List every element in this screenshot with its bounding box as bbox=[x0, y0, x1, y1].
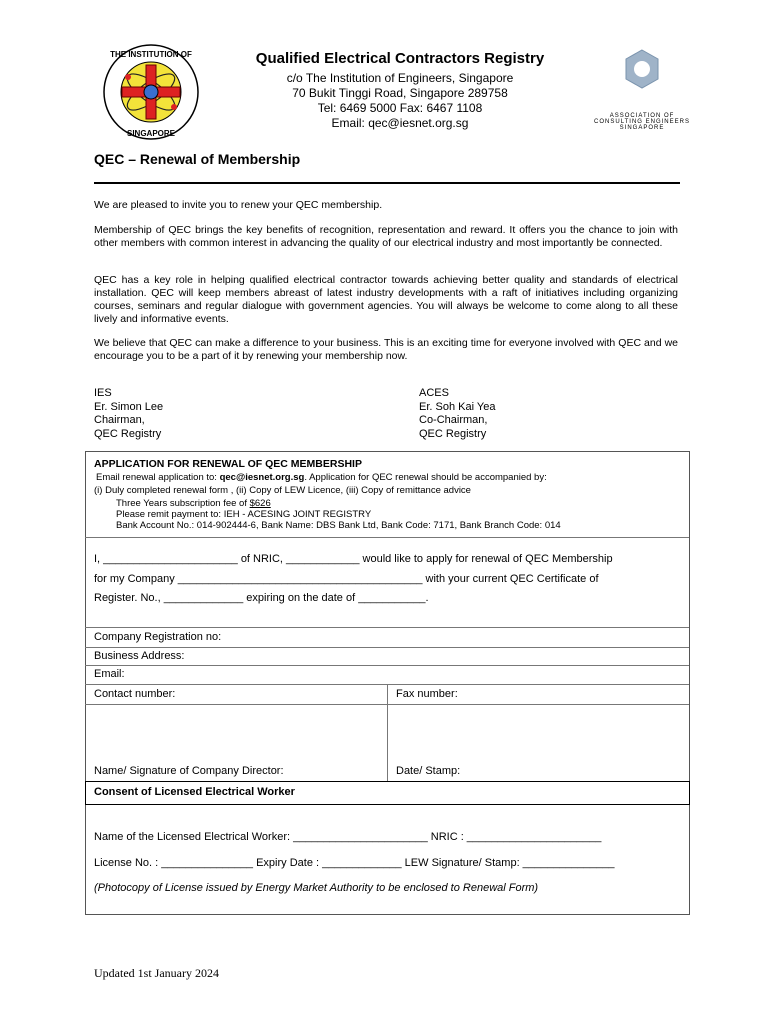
divider bbox=[85, 627, 689, 628]
signatory-right bbox=[419, 387, 495, 441]
signatory-role: Chairman, bbox=[94, 414, 145, 426]
divider bbox=[85, 537, 689, 538]
signatory-name: Er. Soh Kai Yea bbox=[419, 400, 496, 413]
remit-text: Please remit payment to: IEH - ACESING JOINT REGISTRY bbox=[116, 509, 372, 520]
signatory-role: Co-Chairman, bbox=[419, 414, 488, 426]
title-divider bbox=[94, 182, 680, 184]
director-signature-field[interactable]: Name/ Signature of Company Director: bbox=[94, 765, 284, 777]
fee-amount: $626 bbox=[249, 498, 271, 509]
role-paragraph: QEC has a key role in helping qualified electrical contractor towards achieving better quality and standards of electrical installation. QEC will keep members abreast of latest industry developments with a raft of initiatives including organizing courses, seminars and regular dialogue with government agencies. You will always be welcome to come along to all these lively and informative events. bbox=[94, 274, 678, 325]
header-address-line: 70 Bukit Tinggi Road, Singapore 289758 bbox=[292, 86, 508, 100]
aces-logo-line: SINGAPORE bbox=[619, 125, 665, 131]
header-title: Qualified Electrical Contractors Registry bbox=[255, 50, 545, 67]
aces-logo-line: ASSOCIATION OF bbox=[609, 113, 675, 119]
email-instruction bbox=[96, 472, 547, 484]
company-registration-field[interactable]: Company Registration no: bbox=[94, 631, 222, 643]
register-line[interactable]: Register. No., _____________ expiring on the date of ___________. bbox=[94, 592, 429, 604]
aces-logo-line: CONSULTING ENGINEERS bbox=[594, 119, 690, 125]
email-suffix: . Application for QEC renewal should be accompanied by: bbox=[304, 472, 547, 483]
aces-logo bbox=[596, 48, 692, 138]
svg-text:THE INSTITUTION OF: THE INSTITUTION OF bbox=[110, 50, 192, 59]
divider bbox=[85, 704, 689, 705]
signatory-registry: QEC Registry bbox=[419, 427, 487, 440]
registry-email[interactable]: qec@iesnet.org.sg bbox=[219, 472, 305, 483]
intro-paragraph: We are pleased to invite you to renew your QEC membership. bbox=[94, 199, 383, 211]
email-field[interactable]: Email: bbox=[94, 668, 125, 680]
bank-text: Bank Account No.: 014-902444-6, Bank Name: DBS Bank Ltd, Bank Code: 7171, Bank Branch Code: 014 bbox=[116, 520, 561, 531]
header-address-line: c/o The Institution of Engineers, Singapore bbox=[286, 71, 514, 85]
header-phone-line: Tel: 6469 5000 Fax: 6467 1108 bbox=[317, 101, 483, 115]
photocopy-note: (Photocopy of License issued by Energy Market Authority to be enclosed to Renewal Form) bbox=[94, 882, 539, 894]
signatory-left bbox=[94, 387, 163, 441]
benefits-paragraph: Membership of QEC brings the key benefits of recognition, representation and reward. It offers you the chance to join with other members with common interest in advancing the quality of our electrical industry and most importantly be connected. bbox=[94, 224, 678, 249]
ies-logo bbox=[100, 43, 202, 141]
applicant-name-line[interactable]: I, ______________________ of NRIC, ____________ would like to apply for renewal of QEC Membership bbox=[94, 553, 613, 565]
column-divider bbox=[387, 684, 388, 782]
signatory-org: ACES bbox=[419, 387, 449, 399]
header-email-line: Email: qec@iesnet.org.sg bbox=[331, 116, 469, 130]
divider bbox=[85, 647, 689, 648]
application-title: APPLICATION FOR RENEWAL OF QEC MEMBERSHIP bbox=[94, 458, 362, 470]
requirements-text: (i) Duly completed renewal form , (ii) Copy of LEW Licence, (iii) Copy of remittance advice bbox=[94, 485, 471, 496]
fax-number-field[interactable]: Fax number: bbox=[396, 688, 458, 700]
footer-updated: Updated 1st January 2024 bbox=[94, 966, 219, 980]
signatory-name: Er. Simon Lee bbox=[94, 400, 164, 413]
signatory-org: IES bbox=[94, 387, 112, 399]
section-title: QEC – Renewal of Membership bbox=[94, 151, 301, 167]
fee-prefix: Three Years subscription fee of bbox=[116, 498, 250, 509]
lew-name-line[interactable]: Name of the Licensed Electrical Worker: ______________________ NRIC : ______________________ bbox=[94, 831, 602, 843]
svg-text:SINGAPORE: SINGAPORE bbox=[126, 129, 176, 138]
consent-title: Consent of Licensed Electrical Worker bbox=[94, 786, 295, 798]
divider bbox=[85, 665, 689, 666]
signatory-registry: QEC Registry bbox=[94, 427, 162, 440]
closing-paragraph: We believe that QEC can make a difference to your business. This is an exciting time for everyone involved with QEC and we encourage you to be a part of it by renewing your membership now. bbox=[94, 337, 678, 362]
company-line[interactable]: for my Company ________________________________________ with your current QEC Certificate of bbox=[94, 573, 599, 585]
email-prefix: Email renewal application to: bbox=[96, 472, 220, 483]
lew-license-line[interactable]: License No. : _______________ Expiry Date : _____________ LEW Signature/ Stamp: _______________ bbox=[94, 857, 615, 869]
date-stamp-field[interactable]: Date/ Stamp: bbox=[396, 765, 461, 777]
contact-number-field[interactable]: Contact number: bbox=[94, 688, 176, 700]
header-block bbox=[200, 50, 600, 131]
business-address-field[interactable]: Business Address: bbox=[94, 650, 185, 662]
